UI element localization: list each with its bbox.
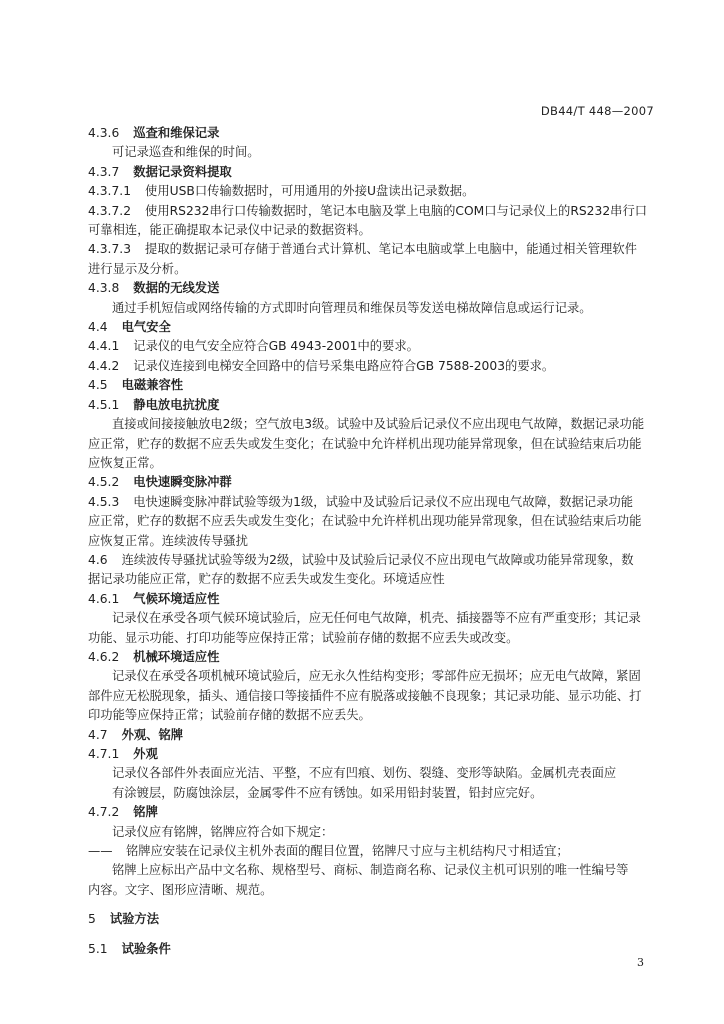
- text-line: [88, 764, 658, 783]
- line-text: 试验方法: [109, 912, 160, 927]
- line-text: 有涂镀层，防腐蚀涂层，金属零件不应有锈蚀。如采用铅封装置，铅封应完好。: [112, 785, 543, 800]
- clause-number: 4.3.7.1: [88, 184, 132, 199]
- text-line: [88, 493, 658, 512]
- text-line: [88, 570, 658, 589]
- clause-number: 4.3.7.3: [88, 242, 132, 257]
- text-line: [88, 609, 658, 628]
- text-line: [88, 706, 658, 725]
- line-text: 直接或间接接触放电2级；空气放电3级。试验中及试验后记录仪不应出现电气故障，数据记录功能: [112, 417, 645, 432]
- section-heading: [88, 473, 658, 492]
- line-text: 部件应无松脱现象，插头、通信接口等接插件不应有脱落或接触不良现象；其记录功能、显示功能、打: [88, 688, 642, 703]
- page-number: 3: [637, 956, 644, 969]
- line-text: 铭牌: [133, 805, 158, 820]
- clause-number: 4.6: [88, 552, 108, 567]
- text-line: [88, 667, 658, 686]
- line-text: 记录仪的电气安全应符合GB 4943-2001中的要求。: [133, 339, 419, 354]
- section-heading: [88, 318, 658, 337]
- text-line: [88, 532, 658, 551]
- clause-number: 4.3.6: [88, 126, 120, 140]
- section-heading: [88, 940, 658, 959]
- clause-number: 4.5: [88, 378, 108, 393]
- text-line: [88, 202, 658, 221]
- standard-number: DB44/T 448—2007: [540, 104, 654, 118]
- text-line: [88, 512, 658, 531]
- line-text: 电磁兼容性: [121, 378, 184, 393]
- line-text: 电气安全: [121, 320, 171, 335]
- text-line: [88, 842, 658, 861]
- text-line: [88, 687, 658, 706]
- line-text: 应正常，贮存的数据不应丢失或发生变化；在试验中允许样机出现功能异常现象，但在试验结束后功能: [88, 436, 642, 451]
- line-text: 应恢复正常。: [88, 455, 162, 470]
- text-line: [88, 143, 658, 162]
- text-line: [88, 823, 658, 842]
- section-heading: [88, 163, 658, 182]
- line-text: 数据记录资料提取: [133, 164, 232, 179]
- section-heading: [88, 648, 658, 667]
- line-text: 通过手机短信或网络传输的方式即时向管理员和维保员等发送电梯故障信息或运行记录。: [112, 300, 592, 315]
- clause-number: 4.3.7.2: [88, 203, 132, 218]
- clause-number: 4.7: [88, 727, 108, 742]
- line-text: 记录仪在承受各项气候环境试验后，应无任何电气故障，机壳、插接器等不应有严重变形；其记录: [112, 611, 641, 626]
- line-text: 记录仪连接到电梯安全回路中的信号采集电路应符合GB 7588-2003的要求。: [133, 358, 555, 373]
- text-line: [88, 784, 658, 803]
- line-text: 电快速瞬变脉冲群试验等级为1级，试验中及试验后记录仪不应出现电气故障，数据记录功能: [133, 494, 633, 509]
- line-text: 电快速瞬变脉冲群: [133, 475, 232, 490]
- list-dash: ——: [88, 844, 113, 859]
- text-line: [88, 415, 658, 434]
- text-line: [88, 240, 658, 259]
- text-line: [88, 337, 658, 356]
- line-text: 功能、显示功能、打印功能等应保持正常；试验前存储的数据不应丢失或改变。: [88, 630, 519, 645]
- section-gap: [88, 930, 658, 940]
- line-text: 据记录功能应正常，贮存的数据不应丢失或发生变化。环境适应性: [88, 572, 445, 587]
- clause-number: 4.3.7: [88, 164, 120, 179]
- text-line: [88, 182, 658, 201]
- text-line: [88, 551, 658, 570]
- clause-number: 4.5.2: [88, 475, 120, 490]
- clause-number: 4.4.1: [88, 339, 120, 354]
- section-heading: [88, 910, 658, 929]
- line-text: 使用USB口传输数据时，可用通用的外接U盘读出记录数据。: [145, 184, 475, 199]
- line-text: 使用RS232串行口传输数据时，笔记本电脑及掌上电脑的COM口与记录仪上的RS232串行口: [145, 203, 648, 218]
- section-gap: [88, 900, 658, 910]
- text-line: [88, 629, 658, 648]
- line-text: 外观: [133, 747, 158, 761]
- line-text: 记录仪应有铭牌，铭牌应符合如下规定：: [112, 824, 334, 839]
- line-text: 巡查和维保记录: [133, 126, 220, 140]
- clause-number: 4.5.1: [88, 397, 120, 412]
- line-text: 试验条件: [121, 941, 171, 956]
- line-text: 可记录巡查和维保的时间。: [112, 145, 260, 160]
- line-text: 外观、铭牌: [121, 727, 184, 742]
- line-text: 数据的无线发送: [133, 281, 220, 296]
- line-text: 铭牌应安装在记录仪主机外表面的醒目位置，铭牌尺寸应与主机结构尺寸相适宜；: [126, 844, 569, 859]
- clause-number: 4.4.2: [88, 358, 120, 373]
- clause-number: 4.6.2: [88, 649, 120, 664]
- line-text: 静电放电抗扰度: [133, 397, 220, 412]
- clause-number: 4.5.3: [88, 494, 120, 509]
- section-heading: [88, 396, 658, 415]
- section-heading: [88, 803, 658, 822]
- line-text: 印功能等应保持正常；试验前存储的数据不应丢失。: [88, 708, 371, 723]
- line-text: 进行显示及分析。: [88, 261, 187, 276]
- text-line: [88, 221, 658, 240]
- clause-number: 5.1: [88, 941, 108, 956]
- text-line: [88, 299, 658, 318]
- document-body: [88, 124, 658, 959]
- clause-number: 5: [88, 912, 96, 927]
- line-text: 应正常，贮存的数据不应丢失或发生变化；在试验中允许样机出现功能异常现象，但在试验结束后功能: [88, 514, 642, 529]
- line-text: 内容。文字、图形应清晰、规范。: [88, 882, 273, 897]
- line-text: 提取的数据记录可存储于普通台式计算机、笔记本电脑或掌上电脑中，能通过相关管理软件: [145, 242, 637, 257]
- text-line: [88, 435, 658, 454]
- line-text: 记录仪各部件外表面应光洁、平整，不应有凹痕、划伤、裂缝、变形等缺陷。金属机壳表面应: [112, 766, 617, 781]
- line-text: 铭牌上应标出产品中文名称、规格型号、商标、制造商名称、记录仪主机可识别的唯一性编号等: [112, 863, 629, 878]
- text-line: [88, 881, 658, 900]
- section-heading: [88, 124, 658, 143]
- text-line: [88, 260, 658, 279]
- clause-number: 4.3.8: [88, 281, 120, 296]
- text-line: [88, 861, 658, 880]
- line-text: 应恢复正常。连续波传导骚扰: [88, 533, 248, 548]
- clause-number: 4.7.1: [88, 747, 120, 761]
- section-heading: [88, 726, 658, 745]
- line-text: 记录仪在承受各项机械环境试验后，应无永久性结构变形；零部件应无损坏；应无电气故障，紧固: [112, 669, 641, 684]
- section-heading: [88, 745, 658, 764]
- section-heading: [88, 590, 658, 609]
- line-text: 连续波传导骚扰试验等级为2级，试验中及试验后记录仪不应出现电气故障或功能异常现象，数: [121, 552, 634, 567]
- line-text: 可靠相连，能正确提取本记录仪中记录的数据资料。: [88, 223, 371, 238]
- clause-number: 4.4: [88, 320, 108, 335]
- clause-number: 4.6.1: [88, 591, 120, 606]
- section-heading: [88, 376, 658, 395]
- text-line: [88, 454, 658, 473]
- clause-number: 4.7.2: [88, 805, 120, 820]
- section-heading: [88, 279, 658, 298]
- line-text: 气候环境适应性: [133, 591, 220, 606]
- text-line: [88, 357, 658, 376]
- line-text: 机械环境适应性: [133, 649, 220, 664]
